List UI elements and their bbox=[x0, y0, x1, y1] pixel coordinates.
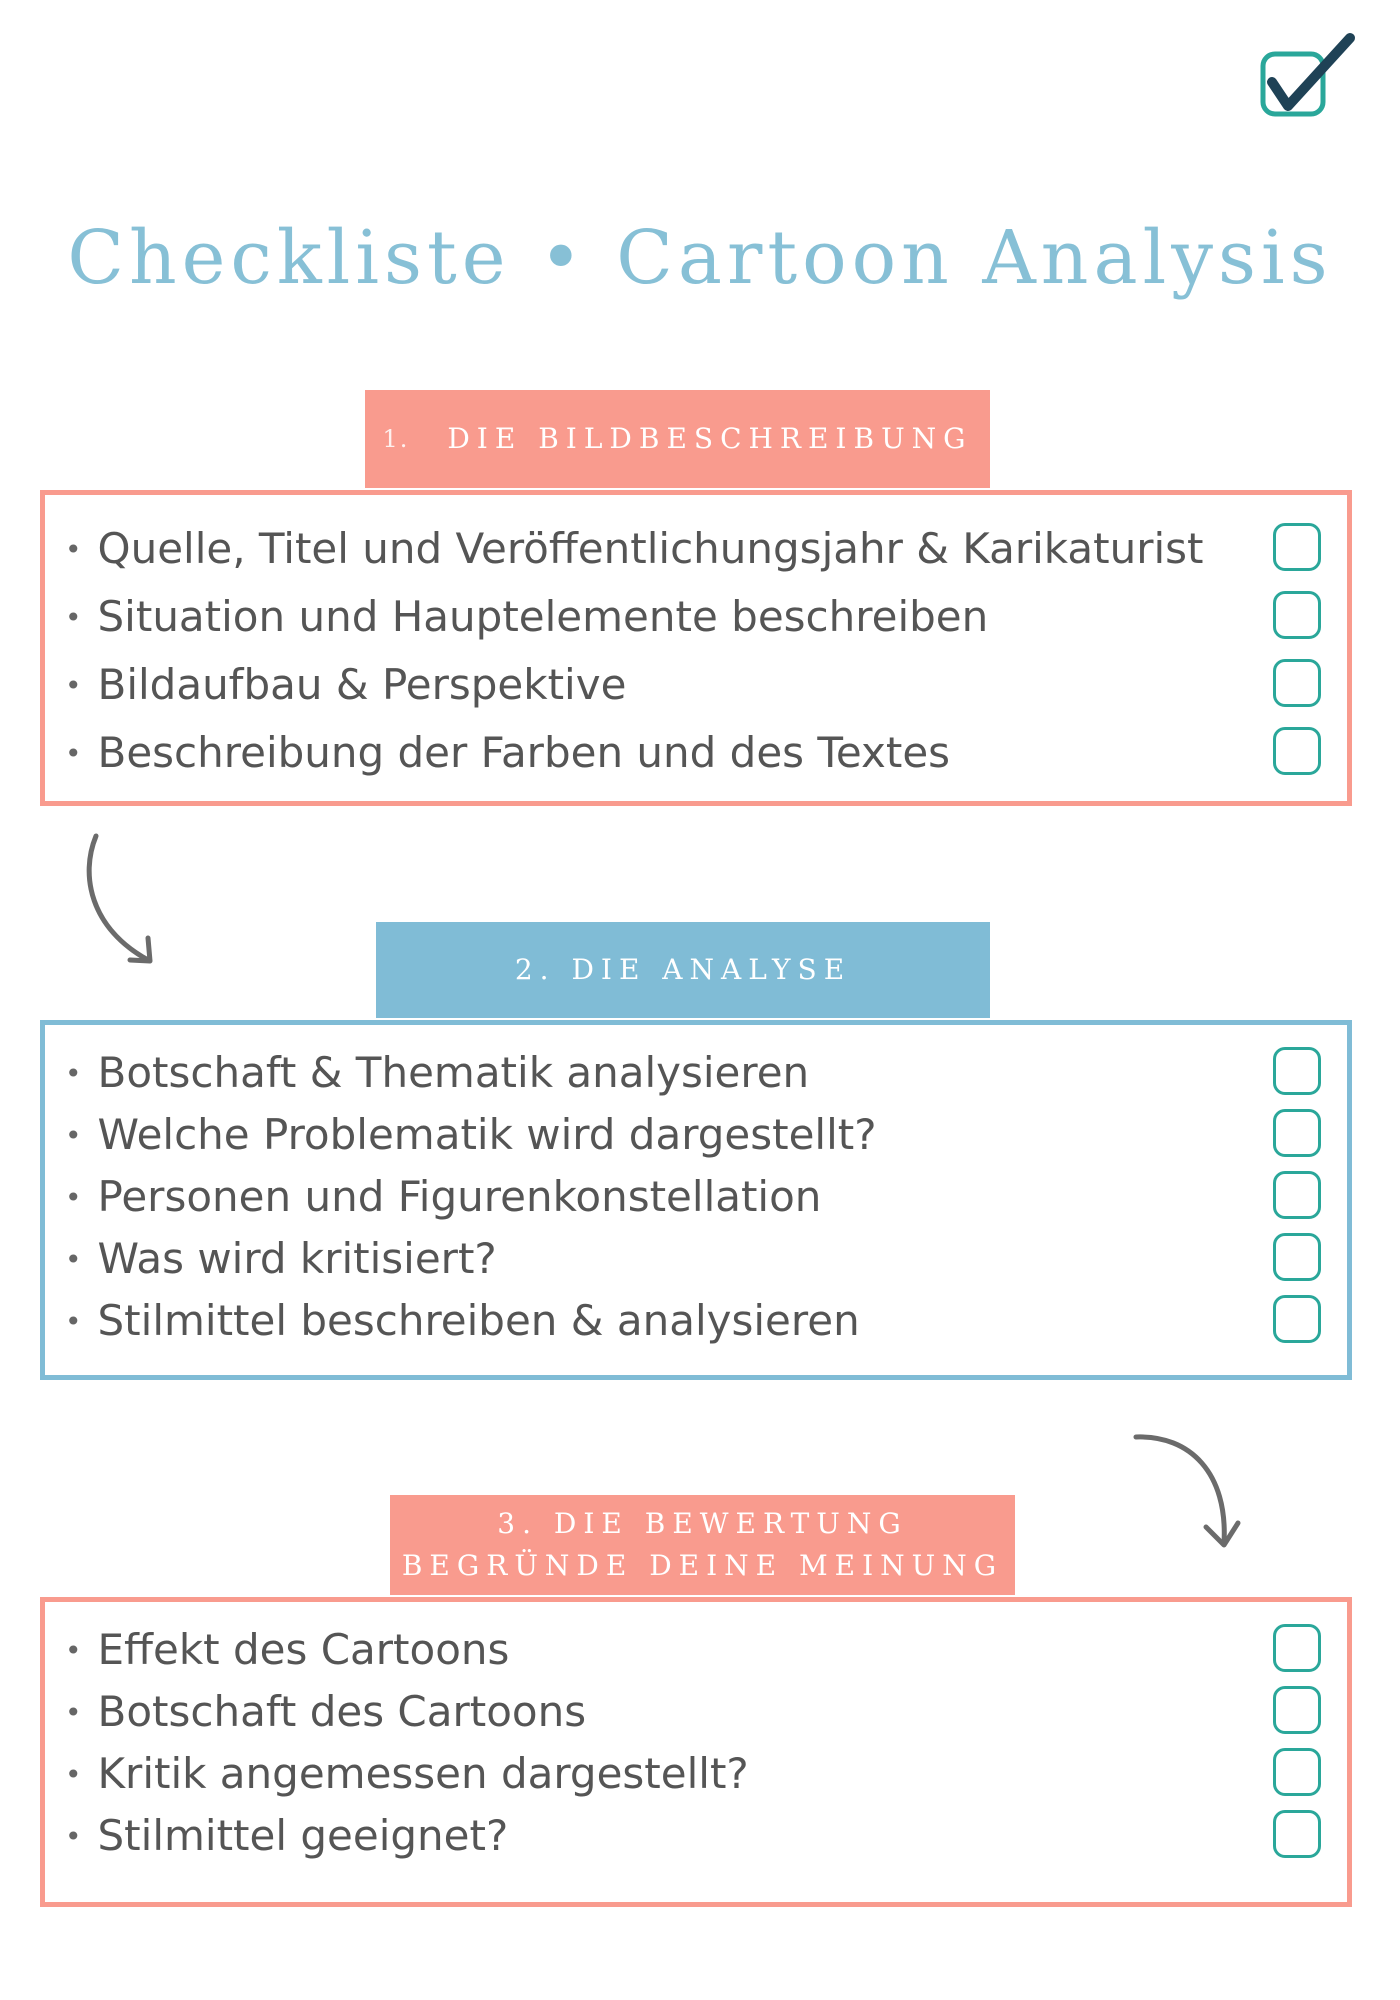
checkbox[interactable] bbox=[1273, 1109, 1321, 1157]
list-item bbox=[45, 655, 1347, 715]
section-3-heading-line2: BEGRÜNDE DEINE MEINUNG bbox=[401, 1549, 1004, 1582]
list-item-label: • Welche Problematik wird dargestellt? bbox=[65, 1105, 877, 1166]
list-item bbox=[45, 1806, 1347, 1866]
section-3-heading-line1: 3. DIE BEWERTUNG bbox=[497, 1507, 908, 1540]
list-item bbox=[45, 1620, 1347, 1680]
section-3-header bbox=[390, 1495, 1015, 1595]
list-item bbox=[45, 587, 1347, 647]
checkbox[interactable] bbox=[1273, 1748, 1321, 1796]
list-item-label: • Stilmittel beschreiben & analysieren bbox=[65, 1291, 860, 1352]
checkbox[interactable] bbox=[1273, 591, 1321, 639]
checkbox[interactable] bbox=[1273, 659, 1321, 707]
checkbox[interactable] bbox=[1273, 523, 1321, 571]
section-1-number: 1. bbox=[382, 425, 410, 453]
checkbox[interactable] bbox=[1273, 1233, 1321, 1281]
list-item bbox=[45, 723, 1347, 783]
section-1-header bbox=[365, 390, 990, 488]
section-1-heading: DIE BILDBESCHREIBUNG bbox=[447, 422, 973, 455]
curved-arrow-icon bbox=[1130, 1425, 1250, 1555]
list-item bbox=[45, 1167, 1347, 1227]
curved-arrow-icon bbox=[78, 830, 168, 970]
section-2-heading: 2. DIE ANALYSE bbox=[514, 953, 852, 986]
list-item-label: • Quelle, Titel und Veröffentlichungsjahr & Karikaturist bbox=[65, 519, 1203, 580]
section-3-checklist bbox=[40, 1597, 1352, 1907]
checkbox[interactable] bbox=[1273, 1810, 1321, 1858]
list-item bbox=[45, 519, 1347, 579]
list-item bbox=[45, 1043, 1347, 1103]
section-1-checklist bbox=[40, 490, 1352, 806]
list-item-label: • Botschaft & Thematik analysieren bbox=[65, 1043, 809, 1104]
checkbox[interactable] bbox=[1273, 1171, 1321, 1219]
list-item-label: • Effekt des Cartoons bbox=[65, 1620, 509, 1681]
list-item-label: • Personen und Figurenkonstellation bbox=[65, 1167, 821, 1228]
list-item bbox=[45, 1229, 1347, 1289]
checkbox[interactable] bbox=[1273, 1624, 1321, 1672]
list-item-label: • Kritik angemessen dargestellt? bbox=[65, 1744, 749, 1805]
section-2-header bbox=[376, 922, 990, 1018]
checkbox[interactable] bbox=[1273, 1295, 1321, 1343]
checkbox[interactable] bbox=[1273, 727, 1321, 775]
checkbox-checked-icon bbox=[1258, 32, 1358, 122]
list-item-label: • Was wird kritisiert? bbox=[65, 1229, 497, 1290]
list-item bbox=[45, 1105, 1347, 1165]
checkbox[interactable] bbox=[1273, 1047, 1321, 1095]
checkbox[interactable] bbox=[1273, 1686, 1321, 1734]
list-item-label: • Stilmittel geeignet? bbox=[65, 1806, 508, 1867]
list-item-label: • Beschreibung der Farben und des Textes bbox=[65, 723, 950, 784]
section-2-checklist bbox=[40, 1020, 1352, 1380]
list-item-label: • Bildaufbau & Perspektive bbox=[65, 655, 626, 716]
list-item bbox=[45, 1291, 1347, 1351]
list-item-label: • Botschaft des Cartoons bbox=[65, 1682, 586, 1743]
page-title: Checkliste • Cartoon Analysis bbox=[67, 215, 1333, 301]
list-item bbox=[45, 1682, 1347, 1742]
list-item-label: • Situation und Hauptelemente beschreiben bbox=[65, 587, 988, 648]
list-item bbox=[45, 1744, 1347, 1804]
